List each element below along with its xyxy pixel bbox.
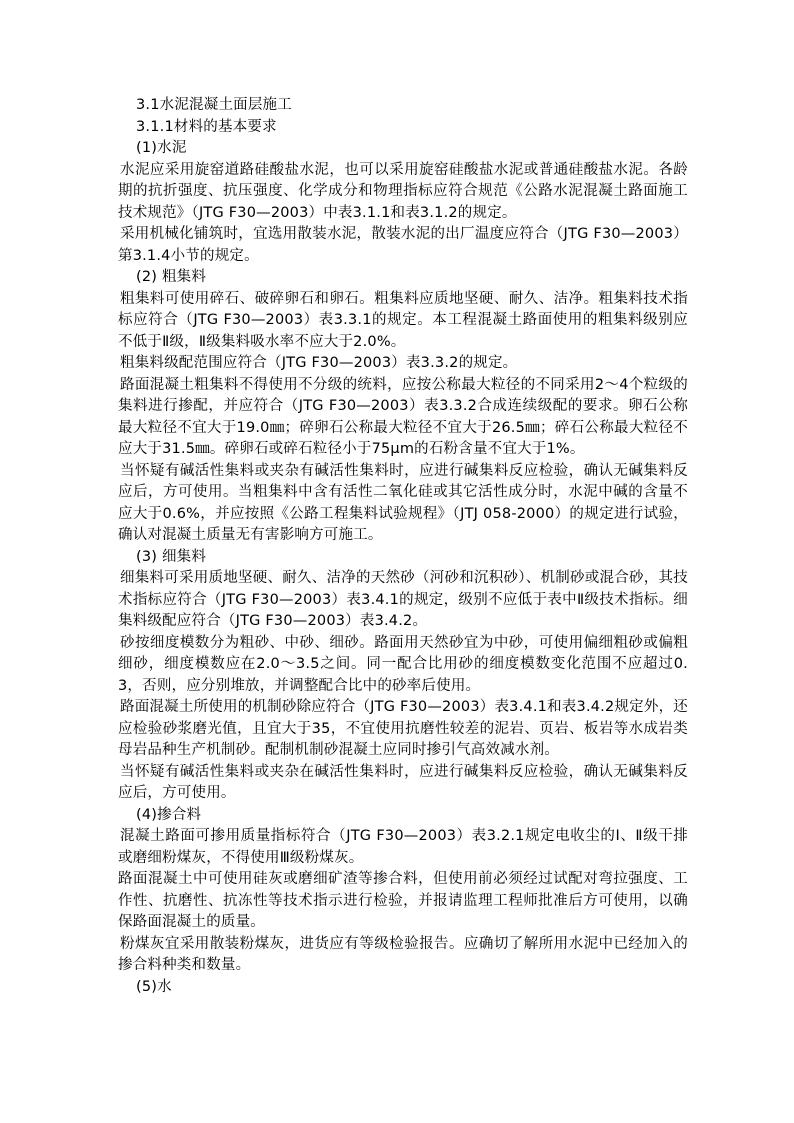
paragraph-fine-1: 细集料可采用质地坚硬、耐久、洁净的天然砂（河砂和沉积砂）、机制砂或混合砂，其技术指标应符合（JTG F30—2003）表3.4.1的规定，级别不应低于表中Ⅱ级技术指标。细集料级配应符合（JTG F30—2003）表3.4.2。 xyxy=(118,570,688,629)
paragraph-admixture-3: 粉煤灰宜采用散装粉煤灰，进货应有等级检验报告。应确切了解所用水泥中已经加入的掺合料种类和数量。 xyxy=(118,935,688,973)
paragraph-coarse-1: 粗集料可使用碎石、破碎卵石和卵石。粗集料应质地坚硬、耐久、洁净。粗集料技术指标应符合（JTG F30—2003）表3.3.1的规定。本工程混凝土路面使用的粗集料级别应不低于Ⅱ级，Ⅱ级集料吸水率不应大于2.0%。 xyxy=(118,290,688,350)
paragraph-fine-3: 路面混凝土所使用的机制砂除应符合（JTG F30—2003）表3.4.1和表3.4.2规定外，还应检验砂浆磨光值，且宜大于35，不宜使用抗磨性较差的泥岩、页岩、板岩等水成岩类母岩品种生产机制砂。配制机制砂混凝土应同时掺引气高效减水剂。 xyxy=(118,699,688,758)
paragraph-admixture-1: 混凝土路面可掺用质量指标符合（JTG F30—2003）表3.2.1规定电收尘的Ⅰ、Ⅱ级干排或磨细粉煤灰，不得使用Ⅲ级粉煤灰。 xyxy=(118,828,688,866)
paragraph-fine-4: 当怀疑有碱活性集料或夹杂在碱活性集料时，应进行碱集料反应检验，确认无碱集料反应后，方可使用。 xyxy=(118,763,688,801)
section-heading: 3.1水泥混凝土面层施工 xyxy=(136,97,292,113)
paragraph-cement-2: 采用机械化铺筑时，宜选用散装水泥，散装水泥的出厂温度应符合（JTG F30—2003）第3.1.4小节的规定。 xyxy=(118,226,688,264)
item-heading-admixture: (4)掺合料 xyxy=(136,806,202,823)
paragraph-coarse-4: 当怀疑有碱活性集料或夹杂有碱活性集料时，应进行碱集料反应检验，确认无碱集料反应后，方可使用。当粗集料中含有活性二氧化硅或其它活性成分时，水泥中碱的含量不应大于0.6%，并应按照《公路工程集料试验规程》（JTJ 058-2000）的规定进行试验，确认对混凝土质量无有害影响方可施工。 xyxy=(118,462,688,543)
item-heading-water: (5)水 xyxy=(136,978,172,995)
item-heading-coarse-aggregate: (2) 粗集料 xyxy=(136,269,207,285)
paragraph-fine-2: 砂按细度模数分为粗砂、中砂、细砂。路面用天然砂宜为中砂，可使用偏细粗砂或偏粗细砂，细度模数应在2.0～3.5之间。同一配合比用砂的细度模数变化范围不应超过0.3，否则，应分别堆放，并调整配合比中的砂率后使用。 xyxy=(118,634,688,694)
paragraph-coarse-2: 粗集料级配范围应符合（JTG F30—2003）表3.3.2的规定。 xyxy=(120,355,518,371)
paragraph-admixture-2: 路面混凝土中可使用硅灰或磨细矿渣等掺合料，但使用前必须经过试配对弯拉强度、工作性、抗磨性、抗冻性等技术指示进行检验，并报请监理工程师批准后方可使用，以确保路面混凝土的质量。 xyxy=(118,871,688,930)
paragraph-cement-1: 水泥应采用旋窑道路硅酸盐水泥，也可以采用旋窑硅酸盐水泥或普通硅酸盐水泥。各龄期的抗折强度、抗压强度、化学成分和物理指标应符合规范《公路水泥混凝土路面施工技术规范》（JTG F30—2003）中表3.1.1和表3.1.2的规定。 xyxy=(118,161,688,221)
item-heading-fine-aggregate: (3) 细集料 xyxy=(136,548,207,565)
paragraph-coarse-3: 路面混凝土粗集料不得使用不分级的统料，应按公称最大粒径的不同采用2～4个粒级的集料进行掺配，并应符合（JTG F30—2003）表3.3.2合成连续级配的要求。卵石公称最大粒径不宜大于19.0㎜；碎卵石公称最大粒径不宜大于26.5㎜；碎石公称最大粒径不应大于31.5㎜。碎卵石或碎石粒径小于75μm的石粉含量不宜大于1%。 xyxy=(118,376,688,457)
document-body xyxy=(118,95,688,998)
item-heading-cement: (1)水泥 xyxy=(136,140,187,156)
subsection-heading: 3.1.1材料的基本要求 xyxy=(136,118,277,135)
